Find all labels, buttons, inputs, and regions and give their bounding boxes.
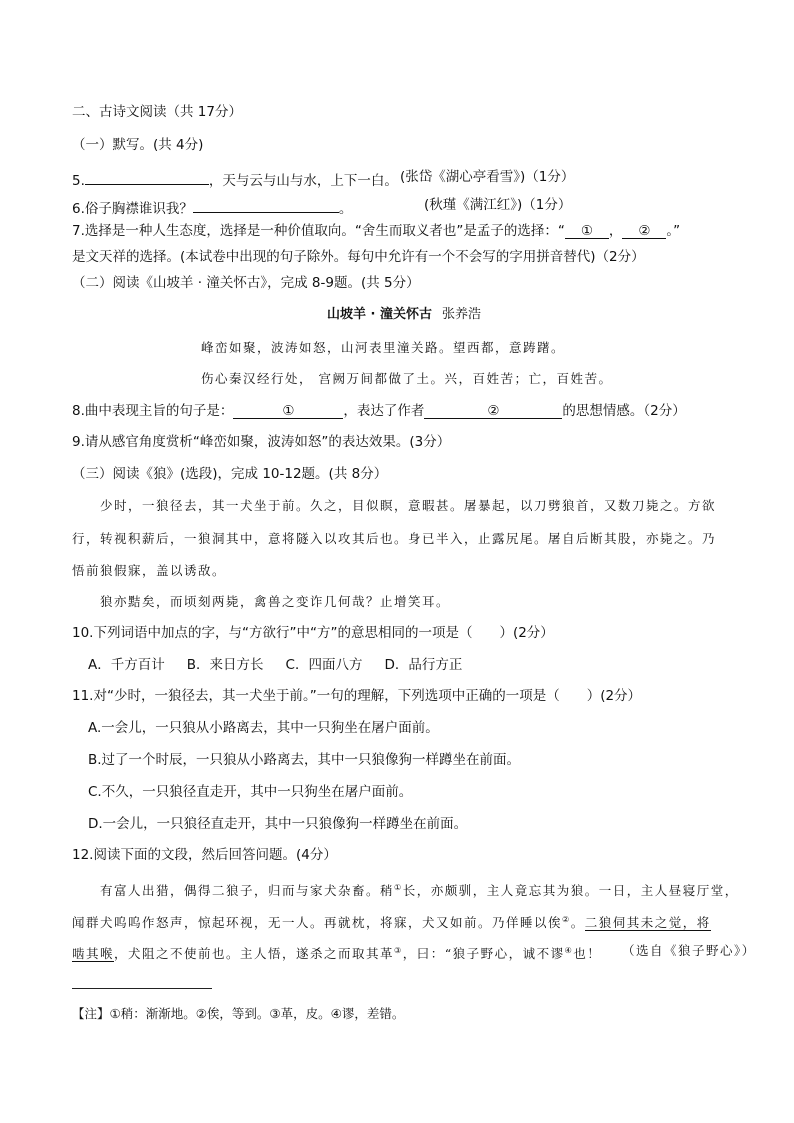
poem-title: 山坡羊 · 潼关怀古 xyxy=(327,307,432,322)
answer-blank-1[interactable]: ① xyxy=(233,402,343,419)
poem-title-row xyxy=(327,306,481,324)
q12-passage-line-3: 啮其喉，犬阻之不使前也。主人悟，遂杀之而取其革③，曰：“狼子野心，诚不谬④也！ xyxy=(72,946,602,962)
question-text: ，表达了作者 xyxy=(343,403,425,419)
question-source: (秋瑾《满江红》)（1分） xyxy=(424,197,572,213)
option-d[interactable]: D.一会儿，一只狼径直走开，其中一只狼像狗一样蹲坐在前面。 xyxy=(88,816,468,832)
question-7-line2: 是文天祥的选择。(本试卷中出现的句子除外。每句中允许有一个不会写的字用拼音替代)（2分） xyxy=(72,249,645,265)
poem-line-1: 峰峦如聚，波涛如怒，山河表里潼关路。望西都，意踌躇。 xyxy=(201,340,566,355)
footnote-marker: ③ xyxy=(394,946,403,955)
footnote: 【注】①稍：渐渐地。②俟，等到。③革，皮。④谬，差错。 xyxy=(72,1006,405,1021)
question-6 xyxy=(72,196,572,218)
question-5 xyxy=(72,168,575,190)
question-8 xyxy=(72,402,686,420)
footnote-marker: ② xyxy=(562,915,571,924)
question-text: 8.曲中表现主旨的句子是： xyxy=(72,403,234,419)
answer-blank[interactable] xyxy=(193,196,339,213)
footnote-divider xyxy=(72,988,212,989)
question-9: 9.请从感官角度赏析“峰峦如聚，波涛如怒”的表达效果。(3分） xyxy=(72,434,451,450)
option-a[interactable]: A.一会儿，一只狼从小路离去，其中一只狗坐在屠户面前。 xyxy=(88,720,439,736)
answer-blank-2[interactable]: ② xyxy=(622,222,666,239)
answer-blank[interactable] xyxy=(85,168,209,185)
poem-line-2: 伤心秦汉经行处， 宫阙万间都做了土。兴，百姓苦；亡，百姓苦。 xyxy=(201,371,613,386)
question-10-options xyxy=(88,656,462,674)
footnote-marker: ④ xyxy=(564,946,574,955)
question-12: 12.阅读下面的文段，然后回答问题。(4分） xyxy=(72,847,337,863)
footnote-marker: ① xyxy=(394,883,403,892)
option-a[interactable]: A．千方百计 xyxy=(88,657,165,673)
passage-line-2: 行，转视积薪后，一狼洞其中，意将隧入以攻其后也。身已半入，止露尻尾。屠自后断其股，亦毙之。乃 xyxy=(72,531,717,546)
passage-line-3: 悟前狼假寐，盖以诱敌。 xyxy=(72,563,227,578)
question-text: 7.选择是一种人生态度，选择是一种价值取向。“舍生而取义者也”是孟子的选择：“ xyxy=(72,223,565,239)
option-b[interactable]: B.过了一个时辰，一只狼从小路离去，其中一只狼像狗一样蹲坐在前面。 xyxy=(88,752,521,768)
question-text: ， xyxy=(608,223,623,239)
part2-heading: （二）阅读《山坡羊 · 潼关怀古》，完成 8-9题。(共 5分） xyxy=(72,275,420,291)
option-d[interactable]: D．品行方正 xyxy=(384,657,463,673)
underlined-sentence: 二狼伺其未之觉，将 xyxy=(584,915,711,931)
question-source: (张岱《湖心亭看雪》)（1分） xyxy=(400,169,575,185)
question-text: 的思想情感。（2分） xyxy=(562,403,686,419)
section-title: 二、古诗文阅读（共 17分） xyxy=(72,104,242,120)
underlined-sentence: 啮其喉 xyxy=(72,946,115,962)
passage-line-1: 少时，一狼径去，其一犬坐于前。久之，目似瞑，意暇甚。屠暴起，以刀劈狼首，又数刀毙之。方欲 xyxy=(100,498,717,513)
poem-author: 张养浩 xyxy=(442,307,482,322)
question-11: 11.对“少时，一狼径去，其一犬坐于前。”一句的理解，下列选项中正确的一项是（ ）(2分） xyxy=(72,688,642,704)
part3-heading: （三）阅读《狼》(选段)，完成 10-12题。(共 8分） xyxy=(72,466,388,482)
question-number: 5. xyxy=(72,173,85,189)
part1-heading: （一）默写。(共 4分) xyxy=(72,137,204,153)
question-10: 10.下列词语中加点的字，与“方欲行”中“方”的意思相同的一项是（ ）(2分） xyxy=(72,625,554,641)
answer-blank-2[interactable]: ② xyxy=(424,402,562,419)
option-c[interactable]: C.不久，一只狼径直走开，其中一只狗坐在屠户面前。 xyxy=(88,784,413,800)
answer-blank-1[interactable]: ① xyxy=(565,222,609,239)
q12-passage-line-2: 闻群犬呜呜作怒声，惊起环视，无一人。再就枕，将寐，犬又如前。乃佯睡以俟②。二狼伺其未之觉，将 xyxy=(72,915,711,931)
question-text: 6.俗子胸襟谁识我？ xyxy=(72,201,193,217)
q12-passage-line-1: 有富人出猎，偶得二狼子，归而与家犬杂畜。稍①长，亦颇驯，主人竟忘其为狼。一日，主人昼寝厅堂， xyxy=(100,883,739,899)
q12-source: （选自《狼子野心》） xyxy=(622,943,756,958)
question-7-line1 xyxy=(72,222,680,240)
question-text: 。” xyxy=(666,223,681,239)
passage-line-4: 狼亦黠矣，而顷刻两毙，禽兽之变诈几何哉？止增笑耳。 xyxy=(100,594,451,609)
option-b[interactable]: B．来日方长 xyxy=(186,657,264,673)
question-text: 。 xyxy=(338,201,353,217)
option-c[interactable]: C．四面八方 xyxy=(285,657,363,673)
question-text: ，天与云与山与水，上下一白。 xyxy=(208,173,398,189)
